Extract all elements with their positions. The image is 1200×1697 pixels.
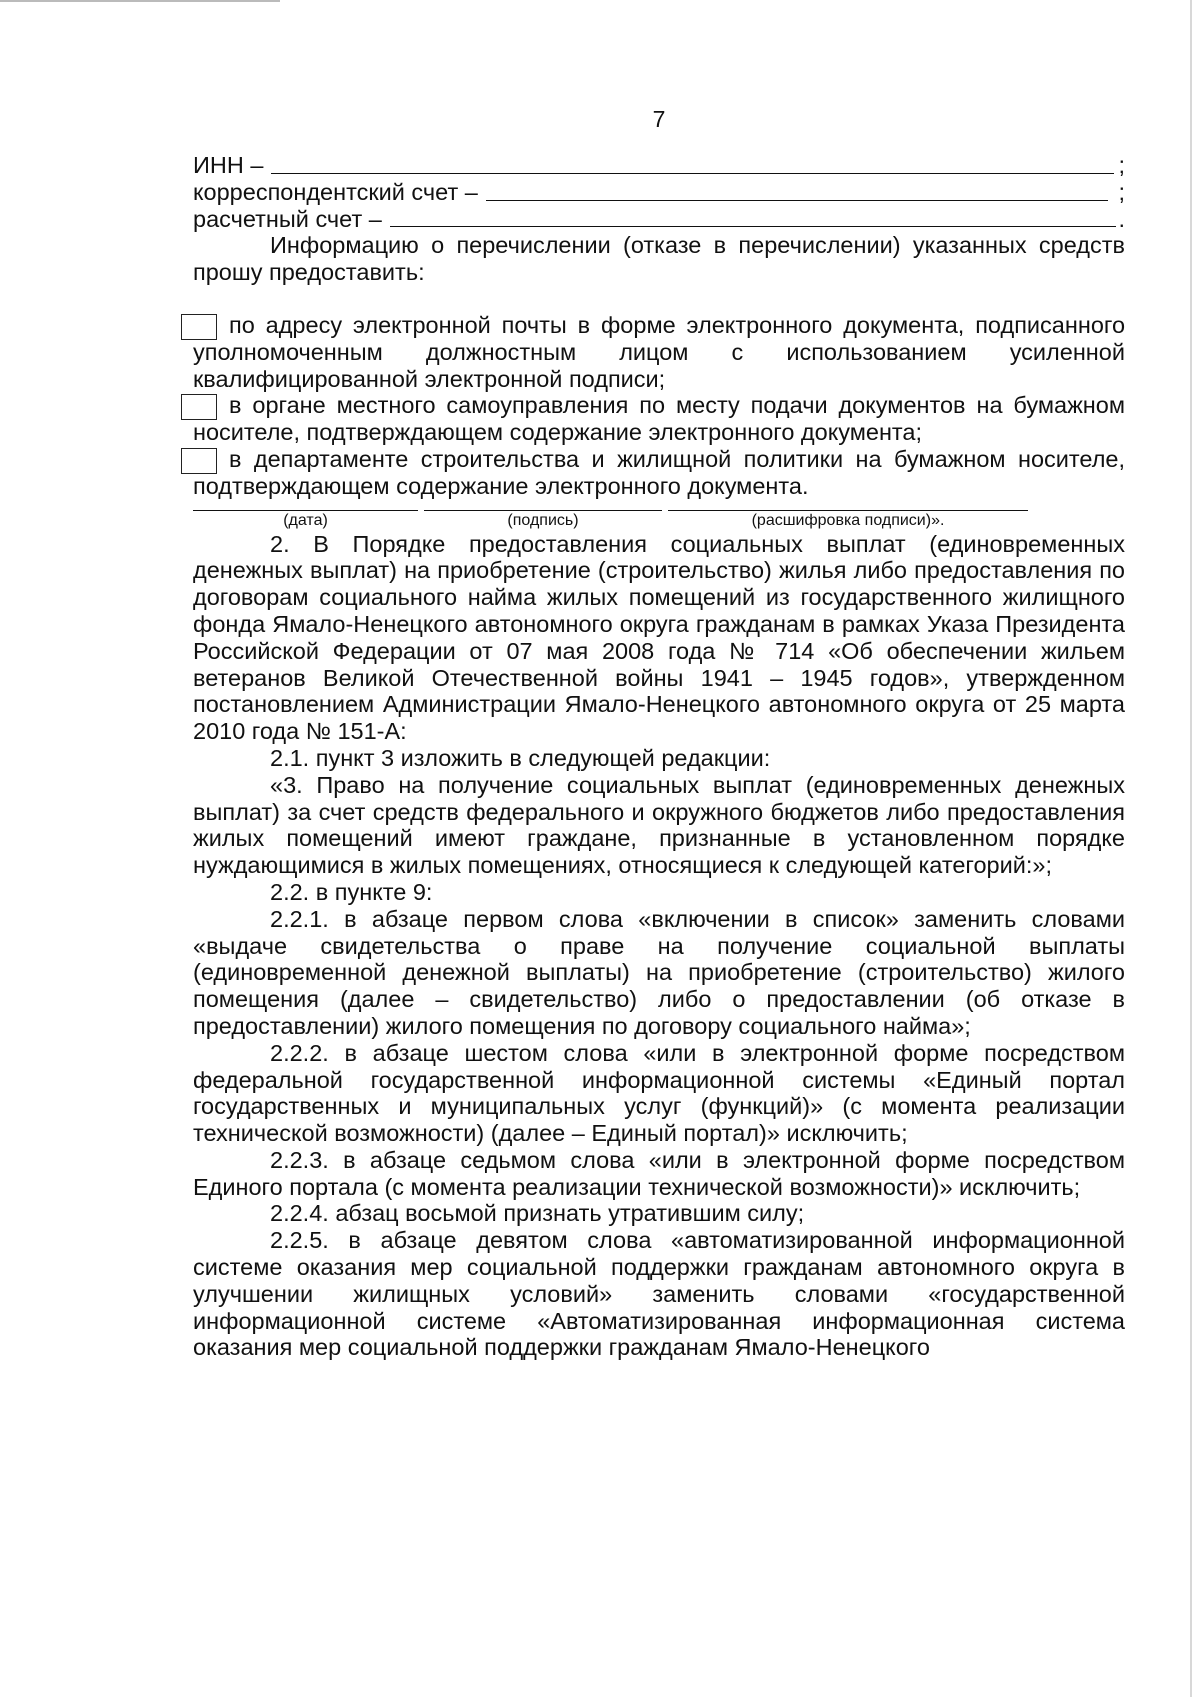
paragraph-2-2: 2.2. в пункте 9: — [270, 878, 433, 905]
inn-semicolon: ; — [1118, 152, 1125, 178]
paragraph-2-1-text: «3. Право на получение социальных выплат (единовременных денежных выплат) за счет средств федерального и окружного бюджетов либо предоставления жилых помещений имеют граждане, признанные в установленном порядке нуждающимися в жилых помещениях, относящиеся к следующей категорий:»; — [193, 771, 1125, 879]
paragraph-2-2-4: 2.2.4. абзац восьмой признать утратившим силу; — [270, 1200, 805, 1227]
signature-block — [193, 510, 1125, 531]
option-local-government-checkbox[interactable] — [181, 394, 217, 420]
signature-decoding-line[interactable] — [668, 510, 1028, 531]
signature-sign-line[interactable] — [424, 510, 662, 531]
paragraph-2-2-2: 2.2.2. в абзаце шестом слова «или в электронной форме посредством федеральной государственной информационной системы «Единый портал государственных и муниципальных услуг (функций)» (с момента реализации технической возможности) (далее – Единый портал)» исключить; — [193, 1039, 1125, 1147]
scan-edge — [0, 0, 280, 2]
option-email — [193, 312, 1125, 392]
option-email-checkbox[interactable] — [181, 314, 217, 340]
signature-date-caption: (дата) — [283, 511, 328, 529]
correspondent-label: корреспондентский счет – — [193, 178, 478, 205]
correspondent-row — [193, 179, 1125, 206]
settlement-label: расчетный счет – — [193, 205, 382, 232]
inn-field[interactable] — [271, 172, 1114, 174]
paragraph-2-2-1: 2.2.1. в абзаце первом слова «включении в список» заменить словами «выдаче свидетельства о праве на получение социальной выплаты (единовременной денежной выплаты) на приобретение (строительство) жилого помещения (далее – свидетельство) либо о предоставлении (об отказе в предоставлении) жилого помещения по договору социального найма»; — [193, 905, 1125, 1039]
scan-edge — [1190, 0, 1192, 1697]
settlement-period: . — [1118, 205, 1125, 232]
signature-date-line[interactable] — [193, 510, 418, 531]
signature-sign-caption: (подпись) — [507, 511, 579, 529]
option-local-government-label: в органе местного самоуправления по месту подачи документов — [229, 392, 966, 419]
settlement-field[interactable] — [390, 225, 1117, 227]
inn-label: ИНН – — [193, 152, 264, 178]
correspondent-field[interactable] — [486, 199, 1109, 201]
option-department-text: бумажном носителе, подтверждающем содержание электронного документа. — [193, 445, 1126, 499]
info-request: Информацию о перечислении (отказе в перечислении) указанных средств прошу предоставить: — [193, 232, 1125, 286]
option-department-label: в департаменте строительства и жилищной политики на — [229, 445, 882, 472]
page-number: 7 — [652, 106, 666, 132]
paragraph-2-2-3: 2.2.3. в абзаце седьмом слова «или в электронной форме посредством Единого портала (с момента реализации технической возможности)» исключить; — [193, 1146, 1125, 1200]
signature-decoding-caption: (расшифровка подписи)». — [751, 511, 945, 529]
inn-row — [193, 152, 1125, 179]
option-email-label: по адресу электронной почты в форме электронного документа, — [229, 311, 965, 338]
paragraph-2: 2. В Порядке предоставления социальных выплат (единовременных денежных выплат) на приобретение (строительство) жилья либо предоставления по договорам социального найма жилых помещений из государственного жилищного фонда Ямало-Ненецкого автономного округа гражданам в рамках Указа Президента Российской Федерации от 07 мая 2008 года № 714 «Об обеспечении жильем ветеранов Великой Отечественной войны 1941 – 1945 годов», утвержденном постановлением Администрации Ямало-Ненецкого автономного округа от 25 марта 2010 года № 151-А: — [193, 530, 1125, 745]
option-local-government-text: на бумажном носителе, подтверждающем содержание электронного документа; — [193, 392, 1126, 446]
paragraph-2-1: 2.1. пункт 3 изложить в следующей редакции: — [270, 744, 771, 771]
option-department-checkbox[interactable] — [181, 448, 217, 474]
correspondent-semicolon: ; — [1118, 178, 1125, 205]
option-department — [193, 446, 1125, 500]
option-local-government — [193, 392, 1125, 446]
document-body — [193, 152, 1125, 1361]
paragraph-2-2-5: 2.2.5. в абзаце девятом слова «автоматизированной информационной системе оказания мер социальной поддержки гражданам автономного округа в улучшении жилищных условий» заменить словами «государственной информационной системе «Автоматизированная информационная система оказания мер социальной поддержки гражданам Ямало-Ненецкого — [193, 1227, 1125, 1361]
settlement-row — [193, 206, 1125, 233]
option-email-text: подписанного уполномоченным должностным лицом с использованием усиленной квалифицированной электронной подписи; — [193, 311, 1126, 392]
